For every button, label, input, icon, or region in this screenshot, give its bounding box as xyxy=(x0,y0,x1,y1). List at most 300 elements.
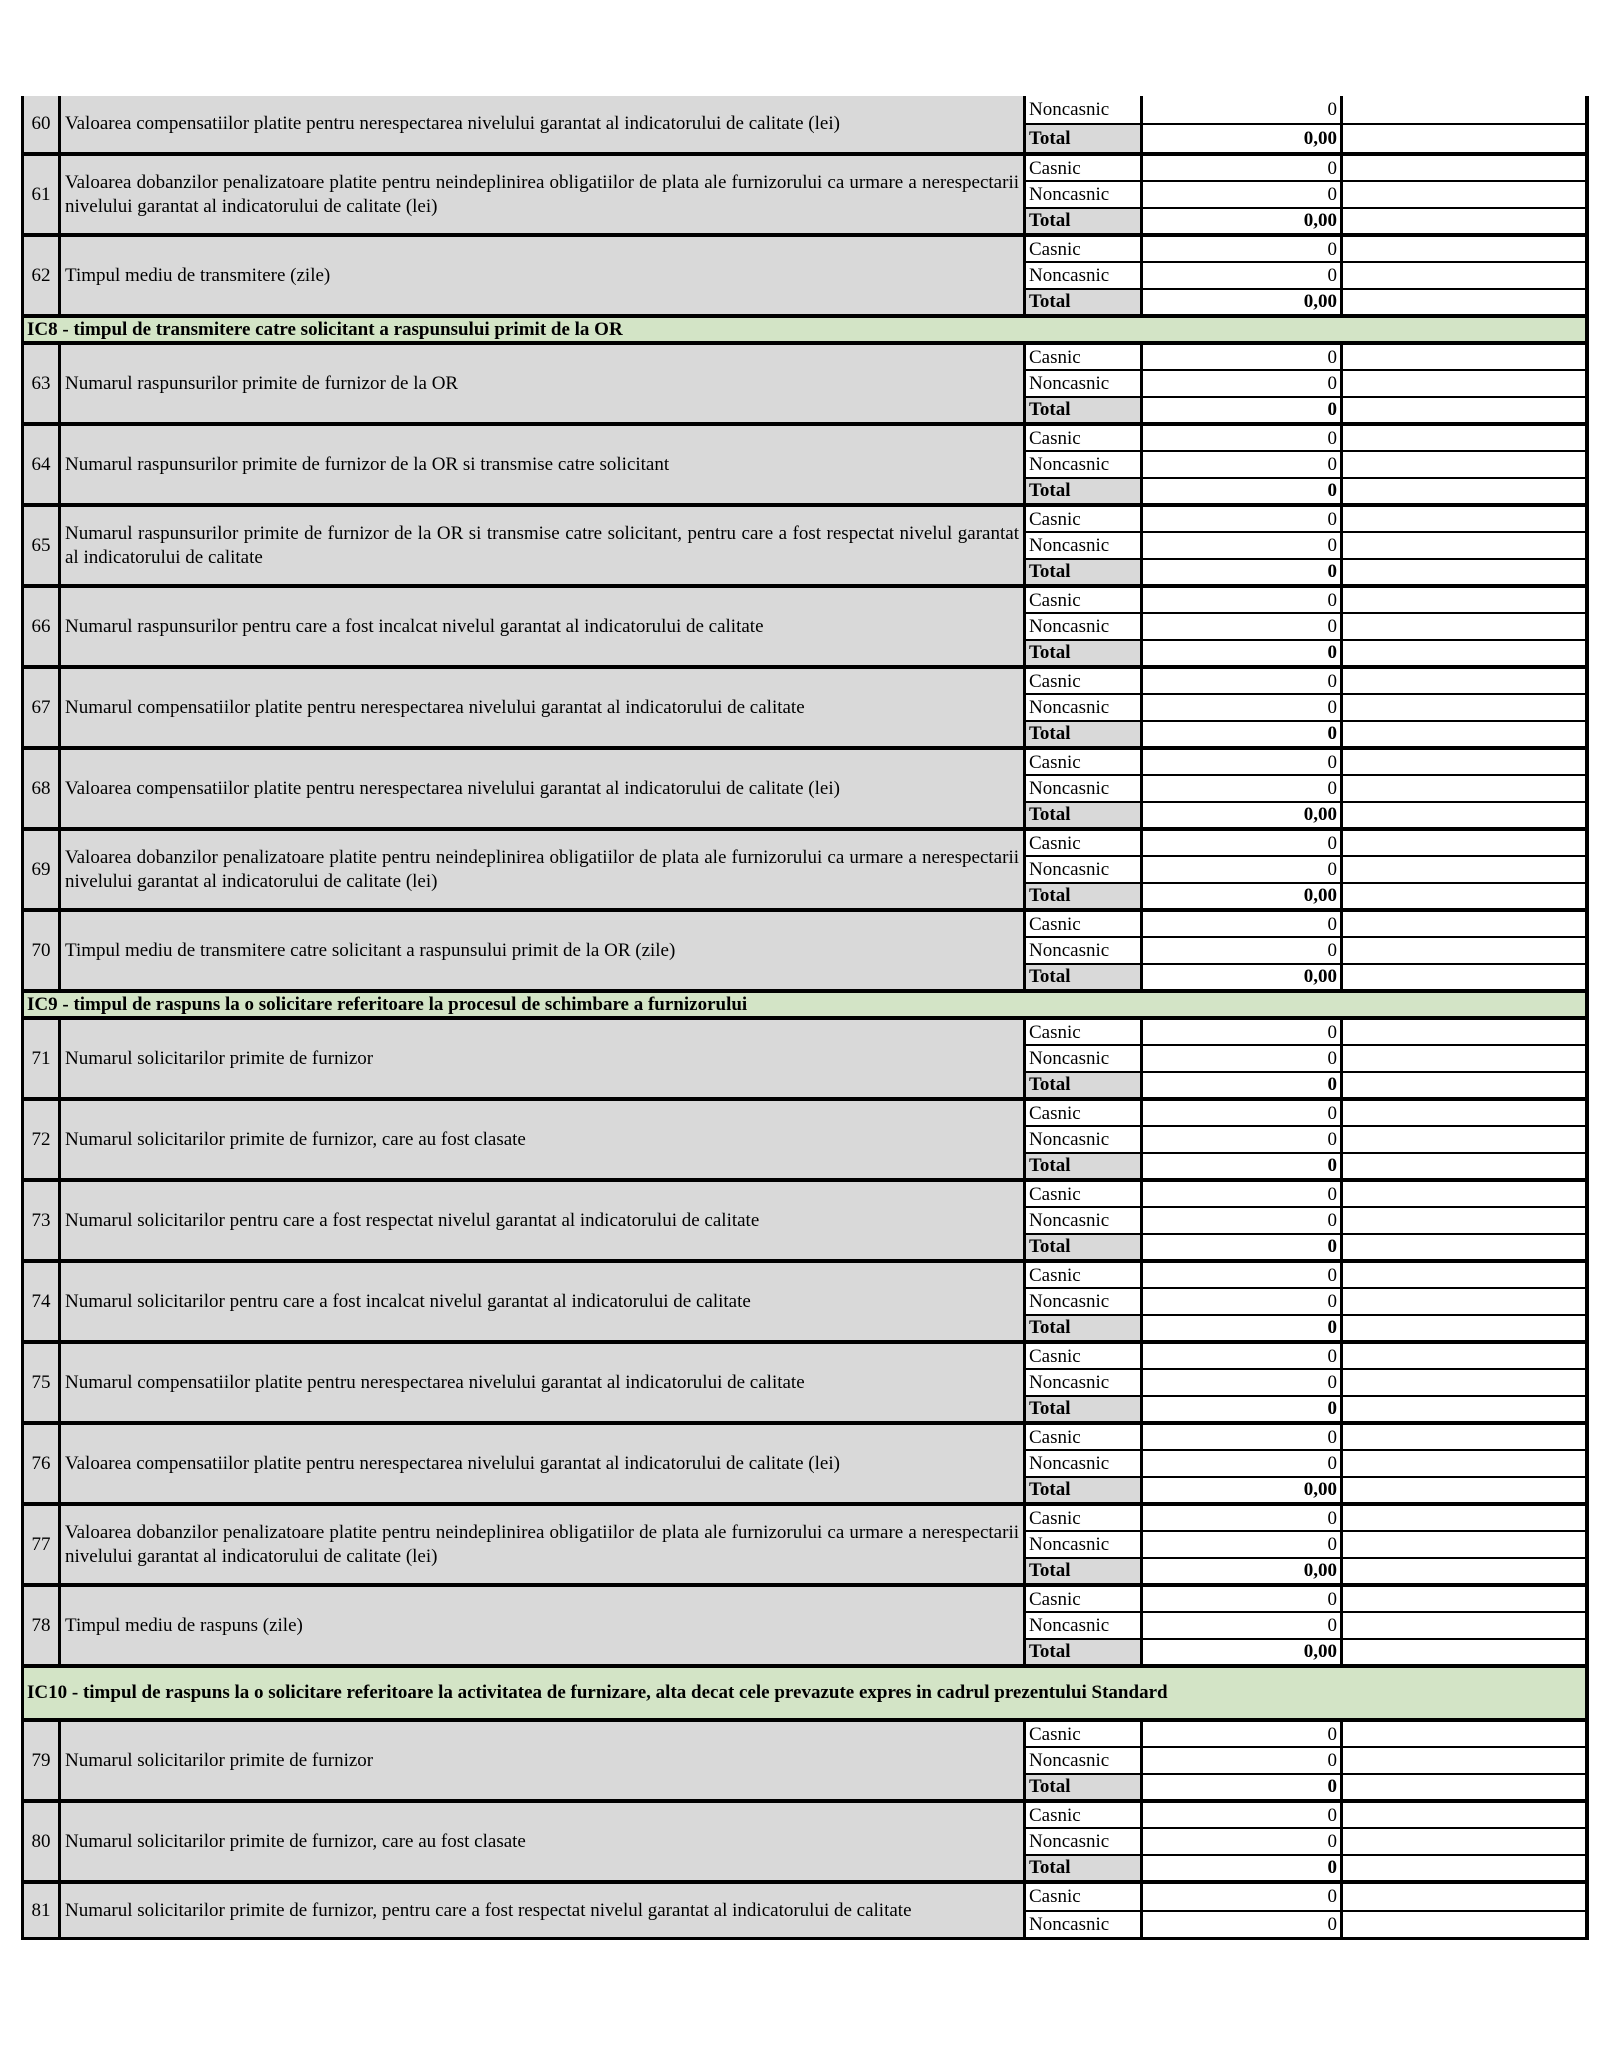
empty-cell xyxy=(1343,884,1585,908)
table-row xyxy=(21,156,1589,237)
row-number: 80 xyxy=(21,1803,61,1880)
category-cell: Noncasnic xyxy=(1026,1370,1140,1396)
description-text: Timpul mediu de raspuns (zile) xyxy=(65,1614,303,1636)
row-number: 74 xyxy=(21,1263,61,1340)
table-row xyxy=(21,669,1589,750)
value-cell: 0 xyxy=(1143,1425,1340,1451)
category-cell: Noncasnic xyxy=(1026,857,1140,883)
category-cell: Noncasnic xyxy=(1026,776,1140,802)
section-header: IC8 - timpul de transmitere catre solicitant a raspunsului primit de la OR xyxy=(21,318,1589,345)
empty-column xyxy=(1343,831,1589,908)
row-description xyxy=(61,156,1023,233)
category-cell: Casnic xyxy=(1026,237,1140,263)
table-row xyxy=(21,426,1589,507)
table-row xyxy=(21,345,1589,426)
row-number: 65 xyxy=(21,507,61,584)
table-row xyxy=(21,1587,1589,1668)
category-cell: Casnic xyxy=(1026,1722,1140,1748)
empty-cell xyxy=(1343,1748,1585,1774)
category-cell: Total xyxy=(1026,290,1140,314)
empty-cell xyxy=(1343,182,1585,208)
value-column xyxy=(1143,1803,1343,1880)
value-column xyxy=(1143,1344,1343,1421)
value-cell: 0 xyxy=(1327,723,1337,745)
table-row xyxy=(21,237,1589,318)
category-cell: Casnic xyxy=(1026,750,1140,776)
category-cell: Casnic xyxy=(1026,507,1140,533)
category-cell: Noncasnic xyxy=(1026,1046,1140,1072)
row-number: 70 xyxy=(21,912,61,989)
value-column xyxy=(1143,96,1343,152)
value-cell: 0 xyxy=(1143,695,1340,721)
empty-column xyxy=(1343,1803,1589,1880)
empty-cell xyxy=(1343,533,1585,559)
value-cell: 0 xyxy=(1143,1884,1340,1912)
empty-column xyxy=(1343,1425,1589,1502)
empty-column xyxy=(1343,345,1589,422)
row-description xyxy=(61,1020,1023,1097)
value-cell: 0 xyxy=(1143,371,1340,397)
row-number: 71 xyxy=(21,1020,61,1097)
category-cell: Total xyxy=(1026,1235,1140,1259)
category-cell: Noncasnic xyxy=(1026,533,1140,559)
category-cell: Noncasnic xyxy=(1026,1127,1140,1153)
empty-cell xyxy=(1343,237,1585,263)
indicator-table xyxy=(21,96,1589,1940)
table-row xyxy=(21,96,1589,156)
value-cell: 0 xyxy=(1327,480,1337,502)
value-cell: 0 xyxy=(1327,1317,1337,1339)
description-text: Numarul raspunsurilor primite de furnizor de la OR si transmise catre solicitant, pentru care a fost respectat nivelul garantat al indicatorului de calitate xyxy=(65,522,1019,568)
empty-cell xyxy=(1343,1235,1585,1259)
category-cell: Total xyxy=(1026,1478,1140,1502)
value-cell: 0,00 xyxy=(1303,804,1337,826)
category-cell: Noncasnic xyxy=(1026,452,1140,478)
empty-cell xyxy=(1343,722,1585,746)
row-number: 78 xyxy=(21,1587,61,1664)
empty-cell xyxy=(1343,1425,1585,1451)
empty-cell xyxy=(1343,1397,1585,1421)
row-number: 79 xyxy=(21,1722,61,1799)
category-cell: Total xyxy=(1026,1397,1140,1421)
value-column xyxy=(1143,1722,1343,1799)
empty-cell xyxy=(1343,1344,1585,1370)
table-row xyxy=(21,1344,1589,1425)
empty-cell xyxy=(1343,1182,1585,1208)
value-cell: 0 xyxy=(1327,1776,1337,1798)
empty-cell xyxy=(1343,695,1585,721)
table-row xyxy=(21,912,1589,993)
empty-cell xyxy=(1343,912,1585,938)
table-row xyxy=(21,1020,1589,1101)
category-cell: Casnic xyxy=(1026,912,1140,938)
value-cell: 0 xyxy=(1143,831,1340,857)
category-cell: Total xyxy=(1026,209,1140,233)
empty-cell xyxy=(1343,1775,1585,1799)
category-cell: Noncasnic xyxy=(1026,1208,1140,1234)
category-cell: Casnic xyxy=(1026,426,1140,452)
row-number: 77 xyxy=(21,1506,61,1583)
category-cell: Total xyxy=(1026,560,1140,584)
category-cell: Noncasnic xyxy=(1026,1748,1140,1774)
value-cell: 0,00 xyxy=(1303,291,1337,313)
row-number: 76 xyxy=(21,1425,61,1502)
category-cell: Noncasnic xyxy=(1026,1532,1140,1558)
value-cell: 0 xyxy=(1143,1208,1340,1234)
category-cell: Total xyxy=(1026,125,1140,152)
empty-cell xyxy=(1343,1289,1585,1315)
empty-cell xyxy=(1343,507,1585,533)
empty-cell xyxy=(1343,1532,1585,1558)
category-cell: Total xyxy=(1026,1559,1140,1583)
empty-column xyxy=(1343,750,1589,827)
empty-cell xyxy=(1343,1073,1585,1097)
row-number: 69 xyxy=(21,831,61,908)
empty-cell xyxy=(1343,1829,1585,1855)
value-cell: 0 xyxy=(1327,1155,1337,1177)
value-column xyxy=(1143,669,1343,746)
row-description xyxy=(61,96,1023,152)
empty-cell xyxy=(1343,1046,1585,1072)
row-description xyxy=(61,1425,1023,1502)
category-cell: Casnic xyxy=(1026,1101,1140,1127)
category-column xyxy=(1023,1587,1143,1664)
empty-cell xyxy=(1343,209,1585,233)
empty-column xyxy=(1343,237,1589,314)
empty-cell xyxy=(1343,938,1585,964)
table-row xyxy=(21,1182,1589,1263)
value-column xyxy=(1143,426,1343,503)
category-column xyxy=(1023,507,1143,584)
value-cell: 0 xyxy=(1143,533,1340,559)
value-cell: 0 xyxy=(1143,263,1340,289)
value-cell: 0 xyxy=(1143,1506,1340,1532)
empty-cell xyxy=(1343,803,1585,827)
value-cell: 0 xyxy=(1327,1398,1337,1420)
empty-column xyxy=(1343,1587,1589,1664)
category-cell: Total xyxy=(1026,1316,1140,1340)
category-cell: Casnic xyxy=(1026,1425,1140,1451)
value-cell: 0 xyxy=(1327,1236,1337,1258)
value-cell: 0 xyxy=(1143,237,1340,263)
empty-cell xyxy=(1343,1370,1585,1396)
value-cell: 0 xyxy=(1143,1263,1340,1289)
value-cell: 0 xyxy=(1143,1803,1340,1829)
empty-cell xyxy=(1343,1101,1585,1127)
description-text: Timpul mediu de transmitere (zile) xyxy=(65,264,331,286)
category-column xyxy=(1023,1722,1143,1799)
row-number: 66 xyxy=(21,588,61,665)
description-text: Timpul mediu de transmitere catre solicitant a raspunsului primit de la OR (zile) xyxy=(65,939,676,961)
category-cell: Casnic xyxy=(1026,588,1140,614)
category-cell: Total xyxy=(1026,803,1140,827)
category-column xyxy=(1023,1803,1143,1880)
row-number: 64 xyxy=(21,426,61,503)
category-cell: Casnic xyxy=(1026,831,1140,857)
row-description xyxy=(61,831,1023,908)
row-description xyxy=(61,1506,1023,1583)
category-cell: Total xyxy=(1026,641,1140,665)
row-description xyxy=(61,345,1023,422)
category-cell: Noncasnic xyxy=(1026,1613,1140,1639)
empty-cell xyxy=(1343,156,1585,182)
empty-column xyxy=(1343,912,1589,989)
description-text: Valoarea compensatiilor platite pentru nerespectarea nivelului garantat al indicatorului de calitate (lei) xyxy=(65,777,840,799)
row-number: 73 xyxy=(21,1182,61,1259)
empty-cell xyxy=(1343,398,1585,422)
value-column xyxy=(1143,1587,1343,1664)
value-cell: 0 xyxy=(1327,1074,1337,1096)
value-cell: 0 xyxy=(1143,452,1340,478)
category-column xyxy=(1023,1020,1143,1097)
description-text: Numarul solicitarilor primite de furnizor, care au fost clasate xyxy=(65,1830,526,1852)
category-cell: Noncasnic xyxy=(1026,1829,1140,1855)
category-cell: Casnic xyxy=(1026,669,1140,695)
value-column xyxy=(1143,156,1343,233)
category-column xyxy=(1023,96,1143,152)
category-column xyxy=(1023,1506,1143,1583)
empty-column xyxy=(1343,1506,1589,1583)
empty-cell xyxy=(1343,1613,1585,1639)
empty-cell xyxy=(1343,345,1585,371)
category-cell: Total xyxy=(1026,1154,1140,1178)
category-column xyxy=(1023,1263,1143,1340)
category-column xyxy=(1023,1182,1143,1259)
row-description xyxy=(61,1884,1023,1937)
value-cell: 0 xyxy=(1327,642,1337,664)
value-cell: 0 xyxy=(1143,1532,1340,1558)
value-cell: 0 xyxy=(1143,912,1340,938)
row-description xyxy=(61,1803,1023,1880)
row-description xyxy=(61,1182,1023,1259)
empty-column xyxy=(1343,1020,1589,1097)
section-header: IC9 - timpul de raspuns la o solicitare referitoare la procesul de schimbare a furnizorului xyxy=(21,993,1589,1020)
value-cell: 0 xyxy=(1327,399,1337,421)
category-column xyxy=(1023,1101,1143,1178)
section-header: IC10 - timpul de raspuns la o solicitare referitoare la activitatea de furnizare, alta decat cele prevazute expres in cadrul prezentului Standard xyxy=(21,1668,1589,1722)
empty-cell xyxy=(1343,426,1585,452)
empty-column xyxy=(1343,1344,1589,1421)
row-description xyxy=(61,588,1023,665)
table-row xyxy=(21,507,1589,588)
empty-cell xyxy=(1343,1451,1585,1477)
description-text: Numarul raspunsurilor primite de furnizor de la OR xyxy=(65,372,459,394)
empty-cell xyxy=(1343,669,1585,695)
value-cell: 0,00 xyxy=(1303,1560,1337,1582)
value-cell: 0 xyxy=(1143,426,1340,452)
empty-cell xyxy=(1343,1154,1585,1178)
description-text: Numarul compensatiilor platite pentru nerespectarea nivelului garantat al indicatorului de calitate xyxy=(65,696,805,718)
description-text: Numarul solicitarilor primite de furnizor, care au fost clasate xyxy=(65,1128,526,1150)
category-cell: Casnic xyxy=(1026,1263,1140,1289)
category-column xyxy=(1023,669,1143,746)
empty-cell xyxy=(1343,614,1585,640)
value-column xyxy=(1143,588,1343,665)
empty-column xyxy=(1343,96,1589,152)
description-text: Valoarea dobanzilor penalizatoare platite pentru neindeplinirea obligatiilor de plata ale furnizorului ca urmare a nerespectarii nivelului garantat al indicatorului de calitate (lei) xyxy=(65,846,1019,892)
row-number: 61 xyxy=(21,156,61,233)
description-text: Valoarea dobanzilor penalizatoare platite pentru neindeplinirea obligatiilor de plata ale furnizorului ca urmare a nerespectarii nivelului garantat al indicatorului de calitate (lei) xyxy=(65,171,1019,217)
value-column xyxy=(1143,1425,1343,1502)
empty-cell xyxy=(1343,263,1585,289)
table-row xyxy=(21,1722,1589,1803)
value-cell: 0 xyxy=(1143,1370,1340,1396)
table-row xyxy=(21,1263,1589,1344)
row-description xyxy=(61,912,1023,989)
empty-cell xyxy=(1343,588,1585,614)
row-number: 63 xyxy=(21,345,61,422)
row-description xyxy=(61,1263,1023,1340)
value-cell: 0,00 xyxy=(1303,1479,1337,1501)
value-column xyxy=(1143,750,1343,827)
row-description xyxy=(61,1587,1023,1664)
empty-cell xyxy=(1343,1127,1585,1153)
value-cell: 0 xyxy=(1143,96,1340,125)
category-column xyxy=(1023,345,1143,422)
category-cell: Casnic xyxy=(1026,156,1140,182)
row-number: 68 xyxy=(21,750,61,827)
category-cell: Noncasnic xyxy=(1026,371,1140,397)
empty-cell xyxy=(1343,831,1585,857)
value-column xyxy=(1143,912,1343,989)
value-cell: 0 xyxy=(1143,1587,1340,1613)
empty-column xyxy=(1343,1182,1589,1259)
empty-cell xyxy=(1343,452,1585,478)
value-column xyxy=(1143,507,1343,584)
category-cell: Casnic xyxy=(1026,1884,1140,1912)
value-cell: 0 xyxy=(1143,669,1340,695)
description-text: Numarul solicitarilor pentru care a fost incalcat nivelul garantat al indicatorului de calitate xyxy=(65,1290,751,1312)
category-column xyxy=(1023,156,1143,233)
table-row xyxy=(21,1803,1589,1884)
empty-cell xyxy=(1343,371,1585,397)
value-cell: 0 xyxy=(1143,507,1340,533)
category-cell: Total xyxy=(1026,884,1140,908)
row-number: 62 xyxy=(21,237,61,314)
table-row xyxy=(21,1884,1589,1940)
category-cell: Noncasnic xyxy=(1026,695,1140,721)
value-cell: 0 xyxy=(1327,1857,1337,1879)
empty-cell xyxy=(1343,1856,1585,1880)
empty-cell xyxy=(1343,1020,1585,1046)
category-cell: Total xyxy=(1026,722,1140,746)
table-row xyxy=(21,1101,1589,1182)
empty-cell xyxy=(1343,479,1585,503)
description-text: Numarul compensatiilor platite pentru nerespectarea nivelului garantat al indicatorului de calitate xyxy=(65,1371,805,1393)
empty-cell xyxy=(1343,641,1585,665)
description-text: Numarul raspunsurilor pentru care a fost incalcat nivelul garantat al indicatorului de calitate xyxy=(65,615,764,637)
empty-cell xyxy=(1343,1559,1585,1583)
empty-cell xyxy=(1343,1478,1585,1502)
value-column xyxy=(1143,1182,1343,1259)
row-number: 81 xyxy=(21,1884,61,1937)
value-column xyxy=(1143,1020,1343,1097)
table-row xyxy=(21,588,1589,669)
value-column xyxy=(1143,1506,1343,1583)
empty-cell xyxy=(1343,1263,1585,1289)
description-text: Numarul solicitarilor primite de furnizor xyxy=(65,1047,374,1069)
row-description xyxy=(61,1344,1023,1421)
value-cell: 0 xyxy=(1143,1101,1340,1127)
description-text: Valoarea compensatiilor platite pentru nerespectarea nivelului garantat al indicatorului de calitate (lei) xyxy=(65,113,840,134)
value-cell: 0 xyxy=(1143,156,1340,182)
value-cell: 0 xyxy=(1143,1451,1340,1477)
category-cell: Total xyxy=(1026,1640,1140,1664)
row-description xyxy=(61,1101,1023,1178)
category-column xyxy=(1023,831,1143,908)
category-cell: Noncasnic xyxy=(1026,1912,1140,1938)
table-row xyxy=(21,750,1589,831)
value-column xyxy=(1143,831,1343,908)
category-column xyxy=(1023,1884,1143,1937)
empty-cell xyxy=(1343,290,1585,314)
value-cell: 0 xyxy=(1143,614,1340,640)
description-text: Numarul solicitarilor pentru care a fost respectat nivelul garantat al indicatorului de calitate xyxy=(65,1209,760,1231)
value-cell: 0 xyxy=(1143,750,1340,776)
category-column xyxy=(1023,912,1143,989)
category-cell: Noncasnic xyxy=(1026,263,1140,289)
category-cell: Total xyxy=(1026,1775,1140,1799)
empty-column xyxy=(1343,588,1589,665)
empty-column xyxy=(1343,426,1589,503)
empty-cell xyxy=(1343,1640,1585,1664)
empty-column xyxy=(1343,1722,1589,1799)
value-cell: 0 xyxy=(1327,1913,1337,1935)
category-cell: Casnic xyxy=(1026,1182,1140,1208)
value-column xyxy=(1143,1101,1343,1178)
value-cell: 0,00 xyxy=(1303,210,1337,232)
row-number: 75 xyxy=(21,1344,61,1421)
value-cell: 0 xyxy=(1143,1182,1340,1208)
value-column xyxy=(1143,345,1343,422)
category-column xyxy=(1023,426,1143,503)
row-description xyxy=(61,426,1023,503)
category-column xyxy=(1023,237,1143,314)
category-cell: Total xyxy=(1026,479,1140,503)
category-cell: Noncasnic xyxy=(1026,1289,1140,1315)
category-column xyxy=(1023,1425,1143,1502)
category-cell: Total xyxy=(1026,1856,1140,1880)
description-text: Valoarea dobanzilor penalizatoare platite pentru neindeplinirea obligatiilor de plata ale furnizorului ca urmare a nerespectarii nivelului garantat al indicatorului de calitate (lei) xyxy=(65,1521,1019,1567)
value-cell: 0 xyxy=(1143,345,1340,371)
value-cell: 0 xyxy=(1143,1829,1340,1855)
empty-cell xyxy=(1343,1587,1585,1613)
empty-cell xyxy=(1343,1722,1585,1748)
value-cell: 0 xyxy=(1143,182,1340,208)
category-cell: Casnic xyxy=(1026,1587,1140,1613)
value-column xyxy=(1143,1263,1343,1340)
row-description xyxy=(61,750,1023,827)
empty-cell xyxy=(1343,1884,1585,1912)
value-cell: 0,00 xyxy=(1303,1641,1337,1663)
empty-cell xyxy=(1343,125,1585,152)
empty-cell xyxy=(1343,750,1585,776)
category-cell: Casnic xyxy=(1026,1803,1140,1829)
description-text: Valoarea compensatiilor platite pentru nerespectarea nivelului garantat al indicatorului de calitate (lei) xyxy=(65,1452,840,1474)
value-cell: 0,00 xyxy=(1303,966,1337,988)
value-cell: 0 xyxy=(1143,588,1340,614)
category-cell: Casnic xyxy=(1026,345,1140,371)
value-cell: 0 xyxy=(1143,1020,1340,1046)
description-text: Numarul solicitarilor primite de furnizor, pentru care a fost respectat nivelul garantat al indicatorului de calitate xyxy=(65,1899,912,1921)
row-number: 67 xyxy=(21,669,61,746)
value-cell: 0,00 xyxy=(1303,128,1337,149)
category-cell: Total xyxy=(1026,1073,1140,1097)
row-number: 60 xyxy=(21,96,61,152)
category-cell: Noncasnic xyxy=(1026,938,1140,964)
table-row xyxy=(21,831,1589,912)
empty-column xyxy=(1343,156,1589,233)
